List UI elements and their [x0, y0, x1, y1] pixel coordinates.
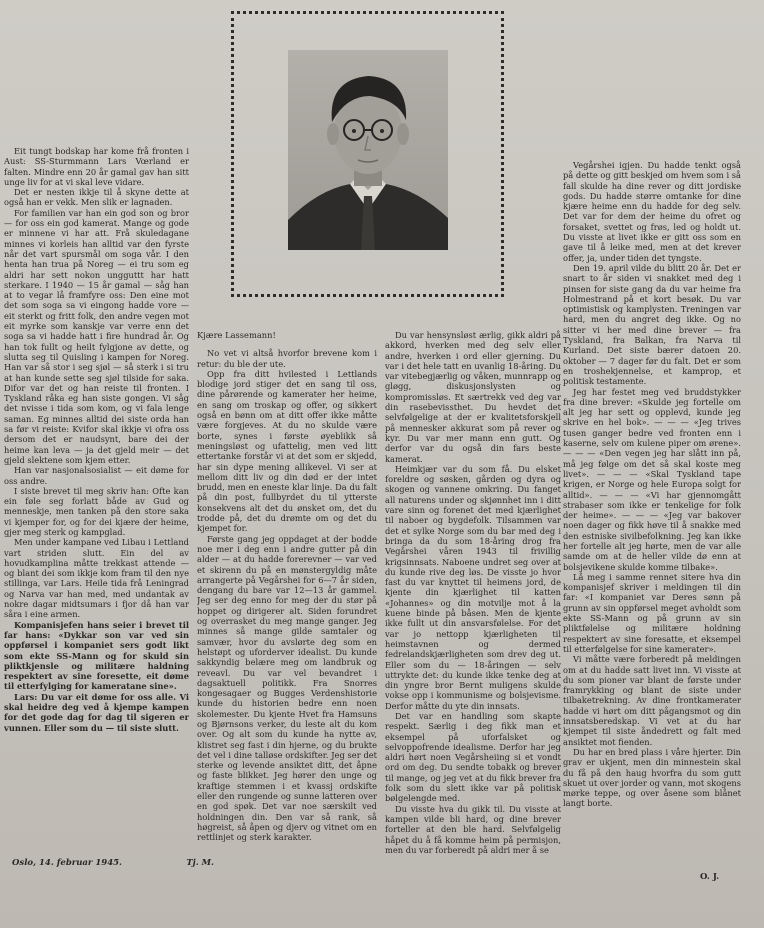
paragraph: Vi måtte være forberedt på meldingen om at du hadde satt livet inn. Vi visste at du som pioner var blant de første under framrykking og blant de siste under tilbaketrekning. Av dine frontkamerater hadde vi hørt om ditt pågangsmot og din innsatsberedskap. Vi vet at du har kjempet til siste åndedrett og falt med ansiktet mot fienden. — [563, 654, 741, 747]
paragraph: I siste brevet til meg skriv han: Ofte kan ein føle seg forlatt både av Gud og menneskje, men tanken på den store saka vi kjemper for, og for dei kjære der heime, gjer meg sterk og kampglad. — [4, 485, 189, 537]
article-column-2 — [197, 330, 377, 910]
portrait-photo-icon — [288, 50, 448, 250]
paragraph: Eit tungt bodskap har kome frå fronten i Aust: SS-Sturmmann Lars Vœrland er falten. Mindre enn 20 år gamal gav han sitt unge liv for at vi skal leve vidare. — [4, 146, 189, 187]
paragraph: Jeg har festet meg ved bruddstykker fra dine brever: «Skulde jeg fortelle om alt jeg har sett og opplevd, kunde jeg skrive en hel bok». — — — «Jeg trives tusen ganger bedre ved fronten enn i kaserne, selv om kulene piper om ørene». — — — «Den vegen jeg har slått inn på, må jeg følge om det så skal koste meg livet». — — — «Skal Tyskland tape krigen, er Norge og hele Europa solgt for alltid». — — — «Vi har gjennomgått strabaser som ikke er tenkelige for folk der heime». — — — «Jeg var bakover noen dager og fikk høve til å snakke med den estniske sivilbefolkning. Jeg kan ikke her fortelle alt jeg hørte, men de var alle samde om at de heller vilde dø enn at bolsjevikene skulde komme tilbake». — [563, 386, 741, 572]
salutation: Kjære Lassemann! — [197, 330, 276, 340]
article-column-3 — [385, 330, 561, 920]
initials-col4: O. J. — [700, 872, 720, 882]
paragraph: Du var hensynsløst ærlig, gikk aldri på akkord, hverken med deg selv eller andre, hverken i ord eller gjerning. Du var i det hele tatt en uvanlig 18-åring. Du var vitebegjærlig og våken, munnrapp og gløgg, diskusjonslysten og kompromissløs. Et særtrekk ved deg var din rasebevissthet. Du hevdet det selvfølgelige at der er kvalitetsforskjell på mennesker akkurat som på rever og kyr. Du var mer mann enn gutt. Og derfor var du også din fars beste kamerat. — [385, 330, 561, 464]
paragraph: Første gang jeg oppdaget at der bodde noe mer i deg enn i andre gutter på din alder — at du hadde forerevner — var ved et skirenn du på en mønstergyldig måte arrangerte på Vegårshei for 6—7 år siden, dengang du bare var 12—13 år gammel. Jeg ser deg enno for meg der du stør på hoppet og dirigerer alt. Siden forundret og overrasket du meg mange ganger. Jeg minnes så mange gilde samtaler og samvær, hvor du avslørte deg som en helstøpt og uforderver idealist. Du kunde sakkyndig belære meg om landbruk og reveavl. Du var vel bevandret i dagsaktuell politikk. Fra Snorres kongesagaer og Bugges Verdenshistorie kunde du historien bedre enn noen skolemester. Du kjente Hvet fra Hamsuns og Bjørnsons verker, du leste alt du kom over. Og alt som du kunde ha nytte av, klistret seg fast i din hjerne, og du brukte det vel i dine talløse ordskifter. Jeg ser det sterke og levende ansiktet ditt, det åpne og faste blikket. Jeg hører den unge og kraftige stemmen i et kvassj ordskifte eller den rungende og sunne latteren over en god spøk. Det var noe særskilt ved holdningen din. Den var så rank, så høgreist, så åpen og djerv og vitnet om en rettlinjet og sterk karakter. — [197, 533, 377, 843]
portrait-frame — [231, 11, 504, 297]
place-date: Oslo, 14. februar 1945. — [12, 858, 122, 868]
paragraph: Han var nasjonalsosialist — eit døme for oss andre. — [4, 465, 189, 486]
article-column-1 — [4, 146, 189, 876]
portrait-photo — [288, 50, 448, 250]
paragraph: Vegårshei igjen. Du hadde tenkt også på dette og gitt beskjed om hvem som i så fall skulde ha dine rever og ditt jordiske gods. Du hadde større omtanke for dine kjære heime enn du hadde for deg selv. Det var for dem der heime du ofret og forsaket, svettet og frøs, led og holdt ut. Du visste at livet ikke er gitt oss som en gave til å leike med, men at det krever offer, ja, under tiden det tyngste. — [563, 160, 741, 263]
paragraph: Lå meg i samme rennet sitere hva din kompanisjef skriver i meldingen til din far: «I kompaniet var Deres sønn på grunn av sin oppførsel meget avholdt som ekte SS-Mann og på grunn av sin pliktfølelse og militære holdning respektert av sine foresatte, et eksempel til etterfølgelse for sine kamerater». — [563, 571, 741, 654]
article-column-4 — [563, 160, 741, 882]
paragraph: Du visste hva du gikk til. Du visste at kampen vilde bli hard, og dine brever forteller at den ble hard. Selvfølgelig håpet du å få komme heim på permisjon, men du var forberedt på aldri mer å se — [385, 803, 561, 855]
paragraph: Det var en handling som skapte respekt. Særlig i deg fikk man et eksempel på uforfalsket og selvoppofrende idealisme. Derfor har jeg aldri hørt noen Vegårsheiing si et vondt ord om deg. Du sendte tobakk og brever til mange, og jeg vet at du fikk brever fra folk som du slett ikke var på politisk bølgelengde med. — [385, 710, 561, 804]
paragraph: Du har en bred plass i våre hjerter. Din grav er ukjent, men din minnestein skal du få på den haug hvorfra du som gutt skuet ut over jorder og vann, mot skogens mørke teppe, og over åsene som blånet langt borte. — [563, 746, 741, 809]
paragraph: Kompanisjefen hans seier i brevet til far hans: «Dykkar son var ved sin oppførsel i kompaniet sers godt likt som ekte SS-Mann og for skuld sin pliktkjensle og militære haldning respektert av sine foresette, eit døme til etterfylging for kameratane sine». — [4, 619, 189, 692]
paragraph: Heimkjær var du som få. Du elsket foreldre og søsken, gården og dyra og skogen og vannene omkring. Du fanget all naturens under og skjønnhet inn i ditt vare sinn og forenet det med kjærlighet til naboer og bygdefolk. Tilsammen var det et sylke Norge som du bar med deg i bringa da du som 18-åring drog fra Vegårshei våren 1943 til frivillig krigsinnsats. Naboene undret seg over at du kunde rive deg løs. De visste jo hvor fast du var knyttet til heimens jord, de kjente din kjærlighet til katten «Johannes» og din motvilje mot å la kuene binde på båsen. Men de kjente ikke fullt ut din ansvarsfølelse. For det var jo nettopp kjærligheten til heimstavnen og dermed fedrelandskjærligheten som drev deg ut. Eller som du — 18-åringen — selv uttrykte det: du kunde ikke tenke deg at din yngre bror Bernt muligens skulde vokse opp i kommunisme og bolsjevisme. Derfor måtte du yte din innsats. — [385, 463, 561, 711]
paragraph: Det er nesten ikkje til å skyne dette at også han er vekk. Men slik er lagnaden. — [4, 187, 189, 208]
paragraph: Den 19. april vilde du blitt 20 år. Det er snart to år siden vi snakket med deg i pinsen for siste gang da du var heime fra Holmestrand på et kort besøk. Du var optimistisk og kamplysten. Treningen var hard, men du angret deg ikke. Og no sitter vi her med dine brever — fra Tyskland, fra Balkan, fra Narva til Kurland. Det siste bærer datoen 20. oktober — 7 dager før du falt. Det er som en troshekjennelse, et kamprop, et politisk testamente. — [563, 262, 741, 387]
paragraph: Lars: Du var eit døme for oss alle. Vi skal heidre deg ved å kjempe kampen for det gode dag for dag til sigeren er vunnen. Eller som du — til siste slutt. — [4, 691, 189, 733]
paragraph: Opp fra ditt hvilested i Lettlands blodige jord stiger det en sang til oss, dine pårørende og kamerater her heime, en sang om troskap og offer, og sikkert også en bønn om at ditt offer ikke måtte være forgjeves. At du no skulde være borte, synes i første øyeblikk så meningsløst og ufattelig, men ved litt ettertanke forstår vi at det som er skjedd, har sin dype mening allikevel. Vi ser at mellom ditt liv og din død er der intet brudd, men en eneste klar linje. Da du falt på din post, fullbyrdet du til ytterste konsekvens alt det du ønsket om, det du trodde på, det du drømte om og det du kjempet for. — [197, 368, 377, 534]
paragraph: Men under kampane ved Libau i Lettland vart striden slutt. Ein del av hovudkamplina måtte trekkast attende — og blant dei som ikkje kom fram til den nye stillinga, var Lars. Heile tida frå Leningrad og Narva var han med, med undantak av nokre dagar midtsumars i fjor då han var såra i eine armen. — [4, 537, 189, 620]
initials: Tj. M. — [186, 858, 214, 868]
paragraph: For familien var han ein god son og bror — for oss ein god kamerat. Mange og gode er minnene vi har att. Frå skuledagane minnes vi korleis han alltid var den fyrste når det vart spursmål om soga vår. I den henta han trua på Noreg — ei tru som eg aldri har sett nokon ungguttt har hatt sterkare. I 1940 — 15 år gamal — såg han at to vegar lå framfyre oss: Den eine mot det som soga sa vi eingong hadde vore — eit sterkt og fritt folk, den andre vegen mot eit myrke som kanskje var verre enn det soga sa vi hadde hatt i fire hundrad år. Og han tok fullt og heilt fylgjone av dette, og slutta seg til Quisling i kampen for Noreg. Han var så stor i seg sjøl — så sterk i si tru at han kunde sette seg sjøl tilside for saka. Difor var det og han reiste til fronten. I Tyskland råka eg han siste gongen. Vi såg det nvisse i tida som kom, og vi fala lenge saman. Eg minnes alltid dei siste orda han sa før vi reiste: Kvifor skal ikkje vi ofra oss dersom det er naudsynt, bare dei der heime kan leva — ja det gjeld meir — det gjeld slektene som kjem etter. — [4, 207, 189, 465]
paragraph: No vet vi altså hvorfor brevene kom i retur: du ble der ute. — [197, 348, 377, 369]
